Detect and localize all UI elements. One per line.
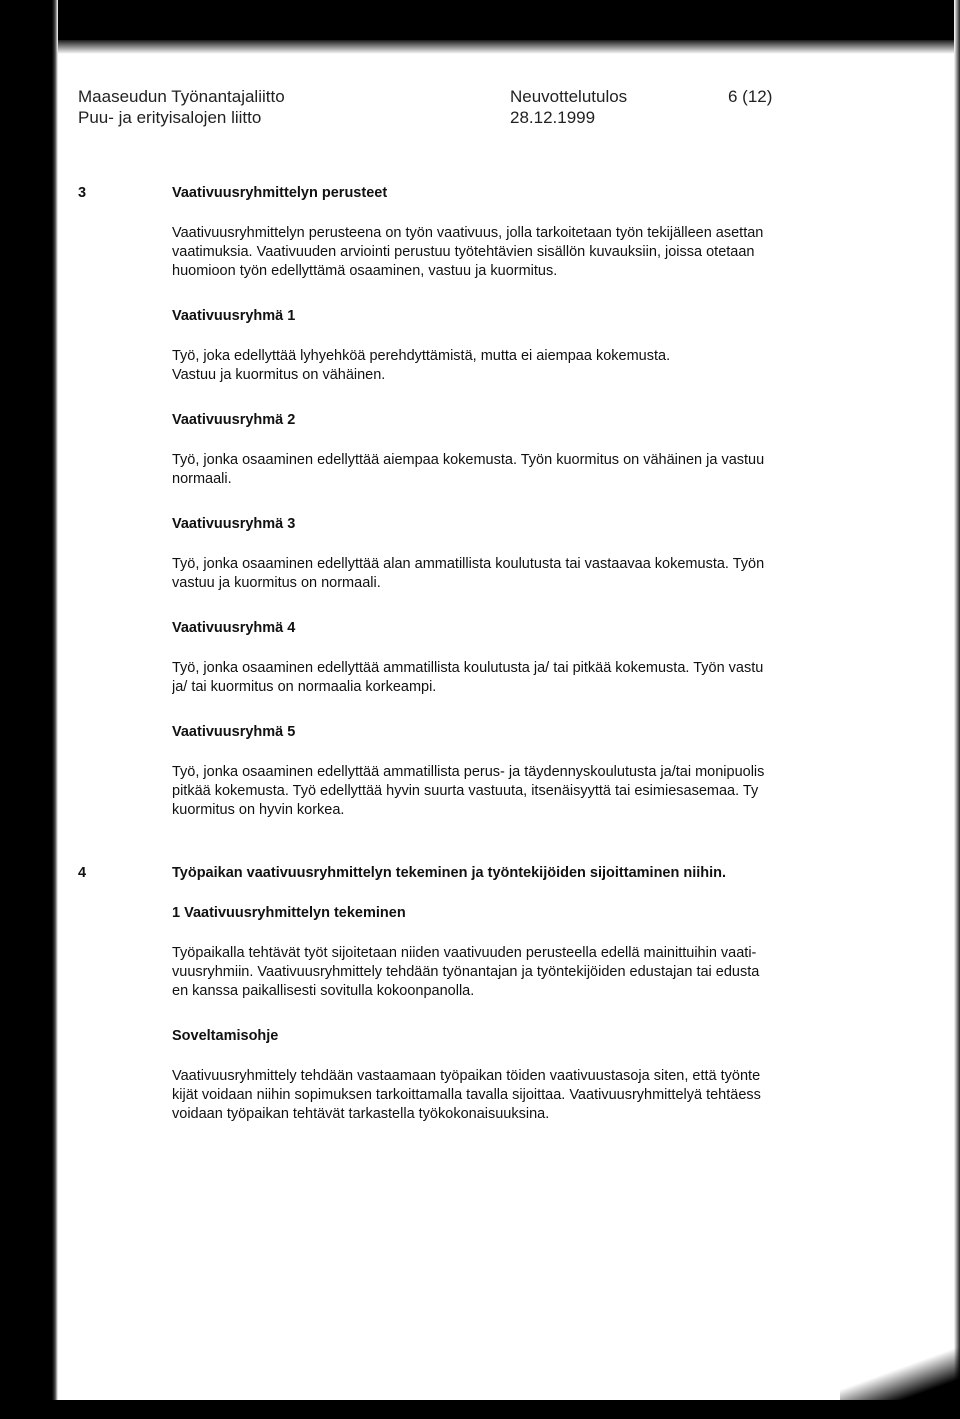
org-line-1: Maaseudun Työnantajaliitto bbox=[78, 87, 285, 106]
page-number: 6 (12) bbox=[728, 87, 773, 106]
application-guide-text bbox=[172, 1067, 838, 1124]
paragraph-line: Työ, joka edellyttää lyhyehköä perehdyttämistä, mutta ei aiempaa kokemusta. bbox=[172, 348, 671, 364]
scan-border-bottom bbox=[0, 1400, 960, 1419]
application-guide-title: Soveltamisohje bbox=[172, 1028, 279, 1044]
group-5-text bbox=[172, 763, 838, 820]
paragraph-line: Vaativuusryhmittely tehdään vastaamaan työpaikan töiden vaativuustasoja siten, että työnte bbox=[172, 1068, 761, 1084]
paragraph-line: pitkää kokemusta. Työ edellyttää hyvin suurta vastuuta, itsenäisyyttä tai esimiesasemaa. Ty bbox=[172, 783, 759, 799]
paragraph-line: Vastuu ja kuormitus on vähäinen. bbox=[172, 367, 386, 383]
document-body bbox=[78, 184, 838, 1124]
paragraph-line: huomioon työn edellyttämä osaaminen, vastuu ja kuormitus. bbox=[172, 263, 558, 279]
page-header bbox=[78, 86, 818, 130]
paragraph-line: kijät voidaan niihin sopimuksen tarkoittamalla tavalla sijoittaa. Vaativuusryhmittelyä tehtäess bbox=[172, 1087, 761, 1103]
paragraph-line: kuormitus on hyvin korkea. bbox=[172, 802, 345, 818]
paragraph-line: normaali. bbox=[172, 471, 232, 487]
paragraph-line: Työ, jonka osaaminen edellyttää ammatillista koulutusta ja/ tai pitkää kokemusta. Työn vastu bbox=[172, 660, 764, 676]
group-2-title: Vaativuusryhmä 2 bbox=[172, 412, 296, 428]
paragraph-line: vuusryhmiin. Vaativuusryhmittely tehdään työnantajan ja työntekijöiden edustajan tai edusta bbox=[172, 964, 760, 980]
header-document bbox=[510, 86, 627, 128]
paragraph-line: vastuu ja kuormitus on normaali. bbox=[172, 575, 381, 591]
group-4-text bbox=[172, 659, 838, 697]
section-3-intro bbox=[172, 224, 838, 281]
subsection-1-title: 1 Vaativuusryhmittelyn tekeminen bbox=[172, 905, 406, 921]
section-4-number: 4 bbox=[78, 865, 87, 881]
group-5-title: Vaativuusryhmä 5 bbox=[172, 724, 296, 740]
paragraph-line: ja/ tai kuormitus on normaalia korkeampi. bbox=[172, 679, 437, 695]
subsection-1-text bbox=[172, 944, 838, 1001]
paragraph-line: Työpaikalla tehtävät työt sijoitetaan niiden vaativuuden perusteella edellä mainittuihin vaati- bbox=[172, 945, 757, 961]
paragraph-line: Työ, jonka osaaminen edellyttää alan ammatillista koulutusta tai vastaavaa kokemusta. Työn bbox=[172, 556, 765, 572]
section-4-title: Työpaikan vaativuusryhmittelyn tekeminen ja työntekijöiden sijoittaminen niihin. bbox=[172, 865, 727, 881]
header-page bbox=[728, 86, 772, 107]
group-4-title: Vaativuusryhmä 4 bbox=[172, 620, 296, 636]
paragraph-line: en kanssa paikallisesti sovitulla kokoonpanolla. bbox=[172, 983, 475, 999]
paragraph-line: Vaativuusryhmittelyn perusteena on työn vaativuus, jolla tarkoitetaan työn tekijälleen asettan bbox=[172, 225, 764, 241]
scan-border-top bbox=[0, 0, 960, 40]
header-organization bbox=[78, 86, 285, 128]
section-3-number: 3 bbox=[78, 185, 87, 201]
scan-shadow-top bbox=[0, 40, 960, 54]
scan-border-left bbox=[0, 0, 58, 1419]
group-3-title: Vaativuusryhmä 3 bbox=[172, 516, 296, 532]
org-line-2: Puu- ja erityisalojen liitto bbox=[78, 108, 262, 127]
scan-border-right bbox=[954, 0, 960, 1419]
paragraph-line: Työ, jonka osaaminen edellyttää aiempaa kokemusta. Työn kuormitus on vähäinen ja vastuu bbox=[172, 452, 765, 468]
paragraph-line: vaatimuksia. Vaativuuden arviointi perustuu työtehtävien sisällön kuvauksiin, joissa otetaan bbox=[172, 244, 755, 260]
paragraph-line: Työ, jonka osaaminen edellyttää ammatillista perus- ja täydennyskoulutusta ja/tai monipuolis bbox=[172, 764, 765, 780]
section-3-heading bbox=[78, 184, 838, 203]
paragraph-line: voidaan työpaikan tehtävät tarkastella työkokonaisuuksina. bbox=[172, 1106, 550, 1122]
group-3-text bbox=[172, 555, 838, 593]
doc-date: 28.12.1999 bbox=[510, 108, 596, 127]
group-2-text bbox=[172, 451, 838, 489]
section-4-heading bbox=[78, 864, 838, 883]
group-1-text bbox=[172, 347, 838, 385]
doc-title: Neuvottelutulos bbox=[510, 87, 628, 106]
section-3-title: Vaativuusryhmittelyn perusteet bbox=[172, 185, 388, 201]
group-1-title: Vaativuusryhmä 1 bbox=[172, 308, 296, 324]
